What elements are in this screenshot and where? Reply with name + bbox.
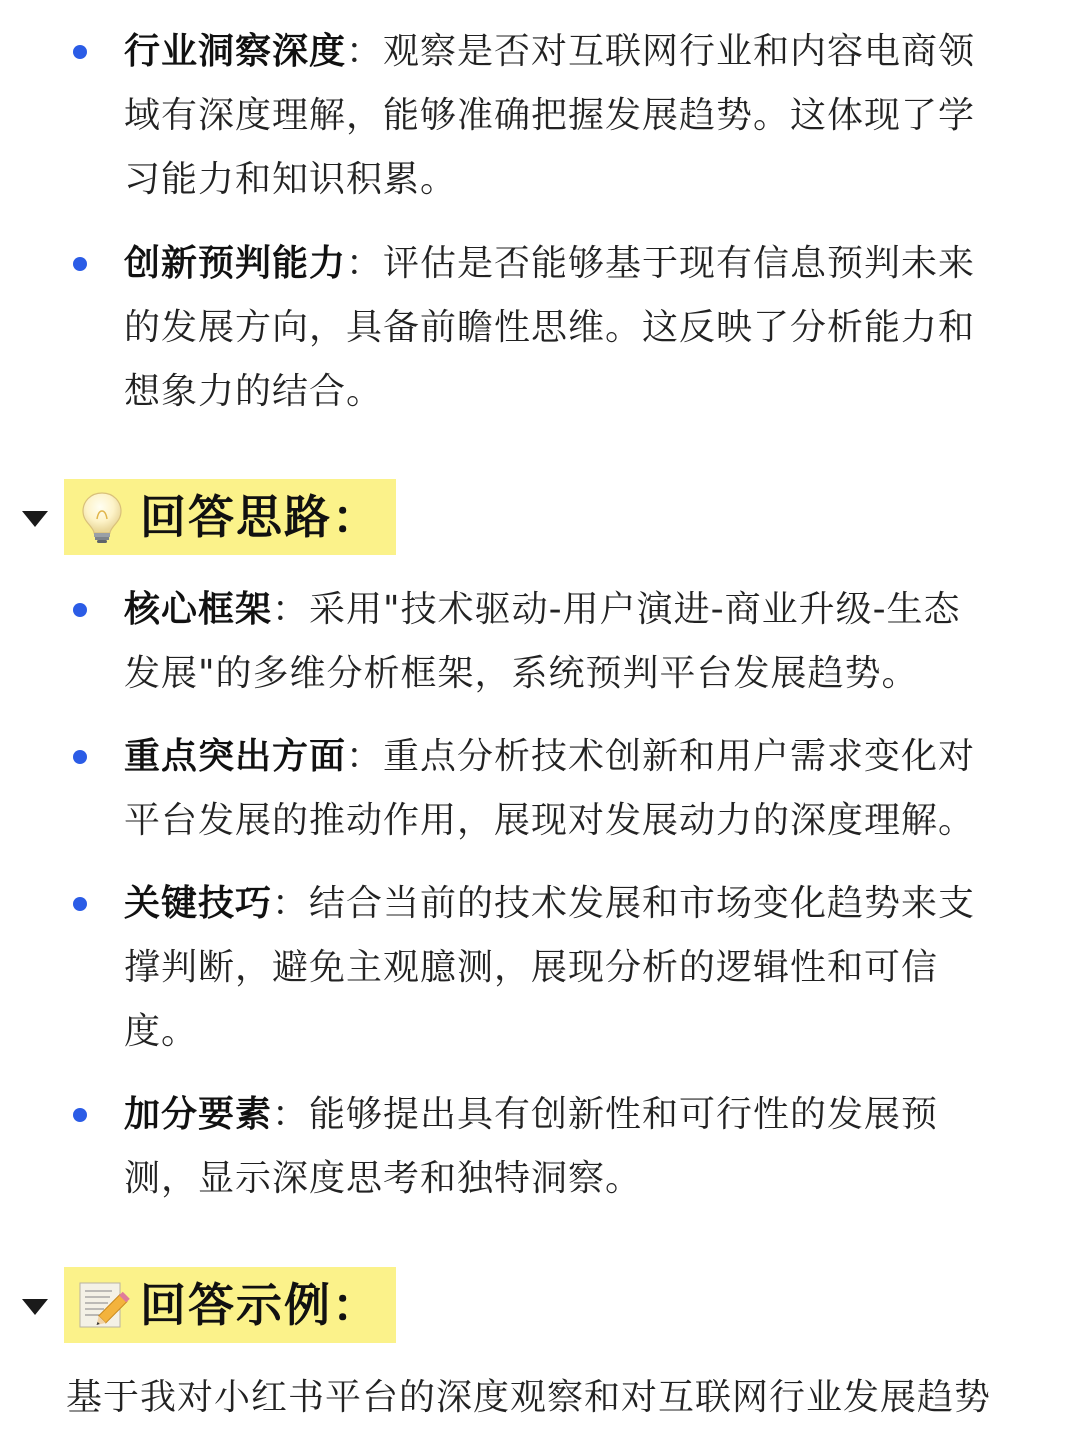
list-item-text: [124, 725, 996, 853]
section-header-example: [0, 1267, 1080, 1345]
list-item-label: 关键技巧: [124, 883, 273, 924]
label-separator: ：: [346, 736, 384, 777]
bullet-dot: [73, 257, 87, 271]
section-header-approach: [0, 479, 1080, 557]
list-item-text: [124, 872, 996, 1064]
list-item-label: 核心框架: [124, 589, 273, 630]
label-separator: ：: [272, 1094, 310, 1135]
label-separator: ：: [272, 883, 310, 924]
bullet-dot: [73, 897, 87, 911]
list-item-line: 习能力和知识积累。: [124, 159, 458, 200]
list-item-line: 发展"的多维分析框架，系统预判平台发展趋势。: [124, 653, 919, 694]
section-title: 回答示例：: [140, 1278, 380, 1332]
list-item-line: 撑判断，避免主观臆测，展现分析的逻辑性和可信: [124, 947, 939, 988]
list-item-label: 行业洞察深度: [124, 31, 347, 72]
list-item-line: 平台发展的推动作用，展现对发展动力的深度理解。: [124, 800, 976, 841]
list-item-label: 加分要素: [124, 1094, 273, 1135]
list-item-line: 想象力的结合。: [124, 371, 384, 412]
collapse-toggle-icon[interactable]: [22, 1299, 48, 1315]
list-item-line: 评估是否能够基于现有信息预判未来: [383, 243, 976, 284]
list-item-label: 重点突出方面: [124, 736, 347, 777]
label-separator: ：: [272, 589, 310, 630]
label-separator: ：: [346, 31, 384, 72]
light-bulb-icon: [74, 489, 130, 545]
bullet-dot: [73, 45, 87, 59]
section-title: 回答思路：: [140, 490, 380, 544]
list-item-text: [124, 232, 996, 424]
label-separator: ：: [346, 243, 384, 284]
collapse-toggle-icon[interactable]: [22, 511, 48, 527]
list-item-line: 重点分析技术创新和用户需求变化对: [383, 736, 976, 777]
section-title-highlight: [64, 1267, 396, 1343]
bullet-dot: [73, 603, 87, 617]
list-item-line: 的发展方向，具备前瞻性思维。这反映了分析能力和: [124, 307, 976, 348]
list-item-label: 创新预判能力: [124, 243, 347, 284]
list-item-line: 结合当前的技术发展和市场变化趋势来支: [309, 883, 976, 924]
bullet-dot: [73, 750, 87, 764]
list-item-line: 度。: [124, 1011, 199, 1052]
list-item-text: [124, 578, 996, 706]
list-item-line: 域有深度理解，能够准确把握发展趋势。这体现了学: [124, 95, 976, 136]
list-item-line: 能够提出具有创新性和可行性的发展预: [309, 1094, 939, 1135]
list-item-text: [124, 1083, 996, 1211]
memo-pencil-icon: [74, 1277, 130, 1333]
bullet-dot: [73, 1108, 87, 1122]
list-item-line: 观察是否对互联网行业和内容电商领: [383, 31, 976, 72]
body-paragraph: 基于我对小红书平台的深度观察和对互联网行业发展趋势: [66, 1377, 992, 1418]
section-title-highlight: [64, 479, 396, 555]
list-item-line: 采用"技术驱动-用户演进-商业升级-生态: [309, 589, 961, 630]
list-item-line: 测，显示深度思考和独特洞察。: [124, 1158, 643, 1199]
list-item-text: [124, 20, 996, 212]
